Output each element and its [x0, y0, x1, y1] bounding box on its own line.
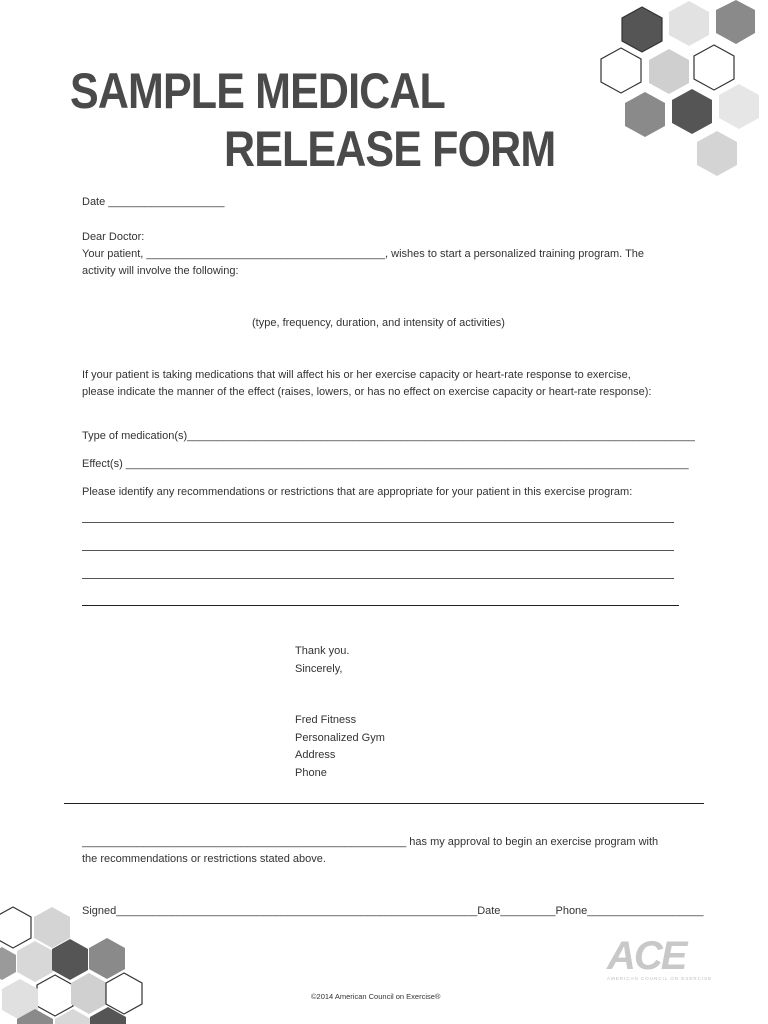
recommendation-line-4[interactable]	[82, 605, 679, 606]
closing-gym: Personalized Gym	[295, 732, 385, 744]
recommendation-line-1[interactable]	[82, 522, 674, 523]
approval-line-1[interactable]: _____________________________________________________ has my approval to begin an exercise program with	[82, 836, 659, 848]
signed-line[interactable]: Signed___________________________________________________________Date_________Phone___________________	[82, 905, 704, 917]
recommendation-line-2[interactable]	[82, 550, 674, 551]
salutation: Dear Doctor:	[82, 231, 145, 243]
patient-line: Your patient, _______________________________________, wishes to start a personalized training program. The	[82, 248, 645, 260]
title-line-2: RELEASE FORM	[224, 121, 556, 177]
effects-field[interactable]: Effect(s) ____________________________________________________________________________________________	[82, 458, 689, 470]
recommendations-prompt: Please identify any recommendations or restrictions that are appropriate for your patient in this exercise program:	[82, 486, 633, 498]
closing-address: Address	[295, 749, 336, 761]
section-divider	[64, 803, 704, 804]
type-of-medication-field[interactable]: Type of medication(s)___________________________________________________________________________________	[82, 430, 695, 442]
title-line-1: SAMPLE MEDICAL	[70, 63, 445, 119]
approval-line-2: the recommendations or restrictions stated above.	[82, 853, 326, 865]
copyright: ©2014 American Council on Exercise®	[311, 992, 441, 1001]
hexagon-pattern-top-right	[595, 0, 768, 185]
activity-hint: (type, frequency, duration, and intensity of activities)	[252, 317, 505, 329]
closing-thanks: Thank you.	[295, 645, 350, 657]
medications-line-2: please indicate the manner of the effect (raises, lowers, or has no effect on exercise capacity or heart-rate response):	[82, 386, 652, 398]
date-line: Date ___________________	[82, 196, 225, 208]
ace-logo	[607, 936, 727, 982]
medications-line-1: If your patient is taking medications that will affect his or her exercise capacity or heart-rate response to exercise,	[82, 369, 631, 381]
recommendation-line-3[interactable]	[82, 578, 674, 579]
closing-sincerely: Sincerely,	[295, 663, 343, 675]
hexagon-pattern-bottom-left	[0, 905, 145, 1024]
ace-logo-mark: ACE	[607, 934, 686, 978]
closing-phone: Phone	[295, 767, 327, 779]
activity-line: activity will involve the following:	[82, 265, 239, 277]
closing-name: Fred Fitness	[295, 714, 357, 726]
ace-logo-tagline: AMERICAN COUNCIL ON EXERCISE	[607, 976, 713, 981]
